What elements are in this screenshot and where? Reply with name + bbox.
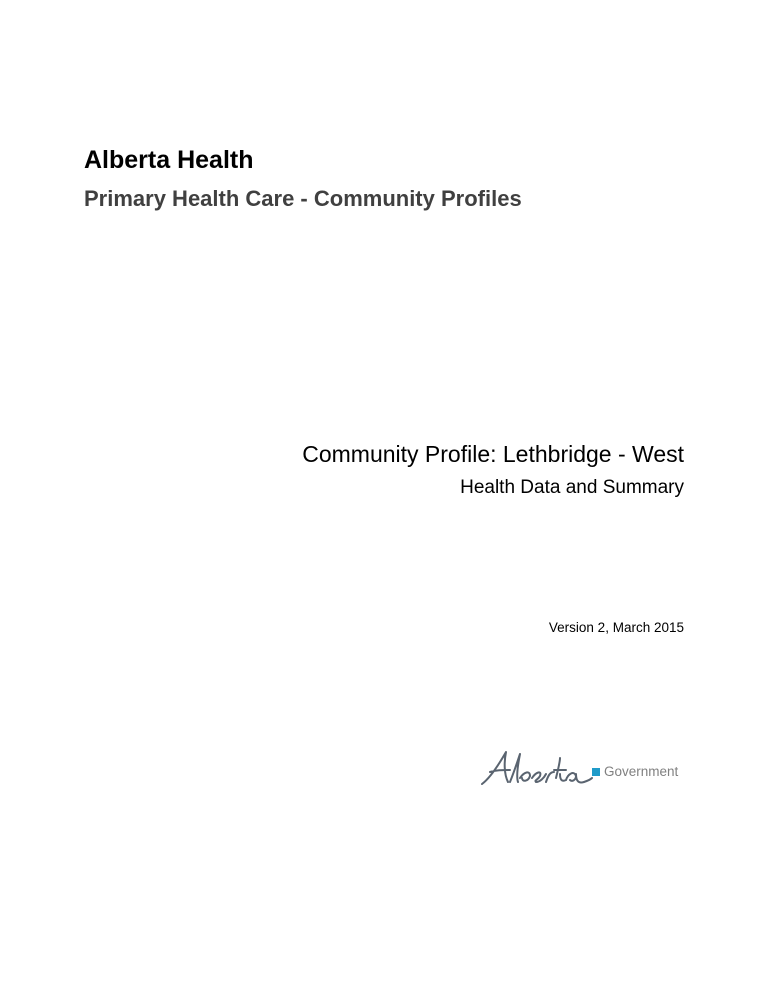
version-date: Version 2, March 2015 — [548, 620, 684, 635]
logo-square-icon — [592, 768, 600, 776]
logo-government-label: Government — [604, 764, 679, 779]
alberta-script-icon — [480, 748, 595, 788]
alberta-government-logo — [480, 748, 690, 788]
program-subtitle: Primary Health Care - Community Profiles — [84, 186, 522, 211]
organization-title: Alberta Health — [84, 146, 254, 174]
profile-subtitle: Health Data and Summary — [460, 477, 684, 498]
profile-title: Community Profile: Lethbridge - West — [302, 441, 684, 467]
